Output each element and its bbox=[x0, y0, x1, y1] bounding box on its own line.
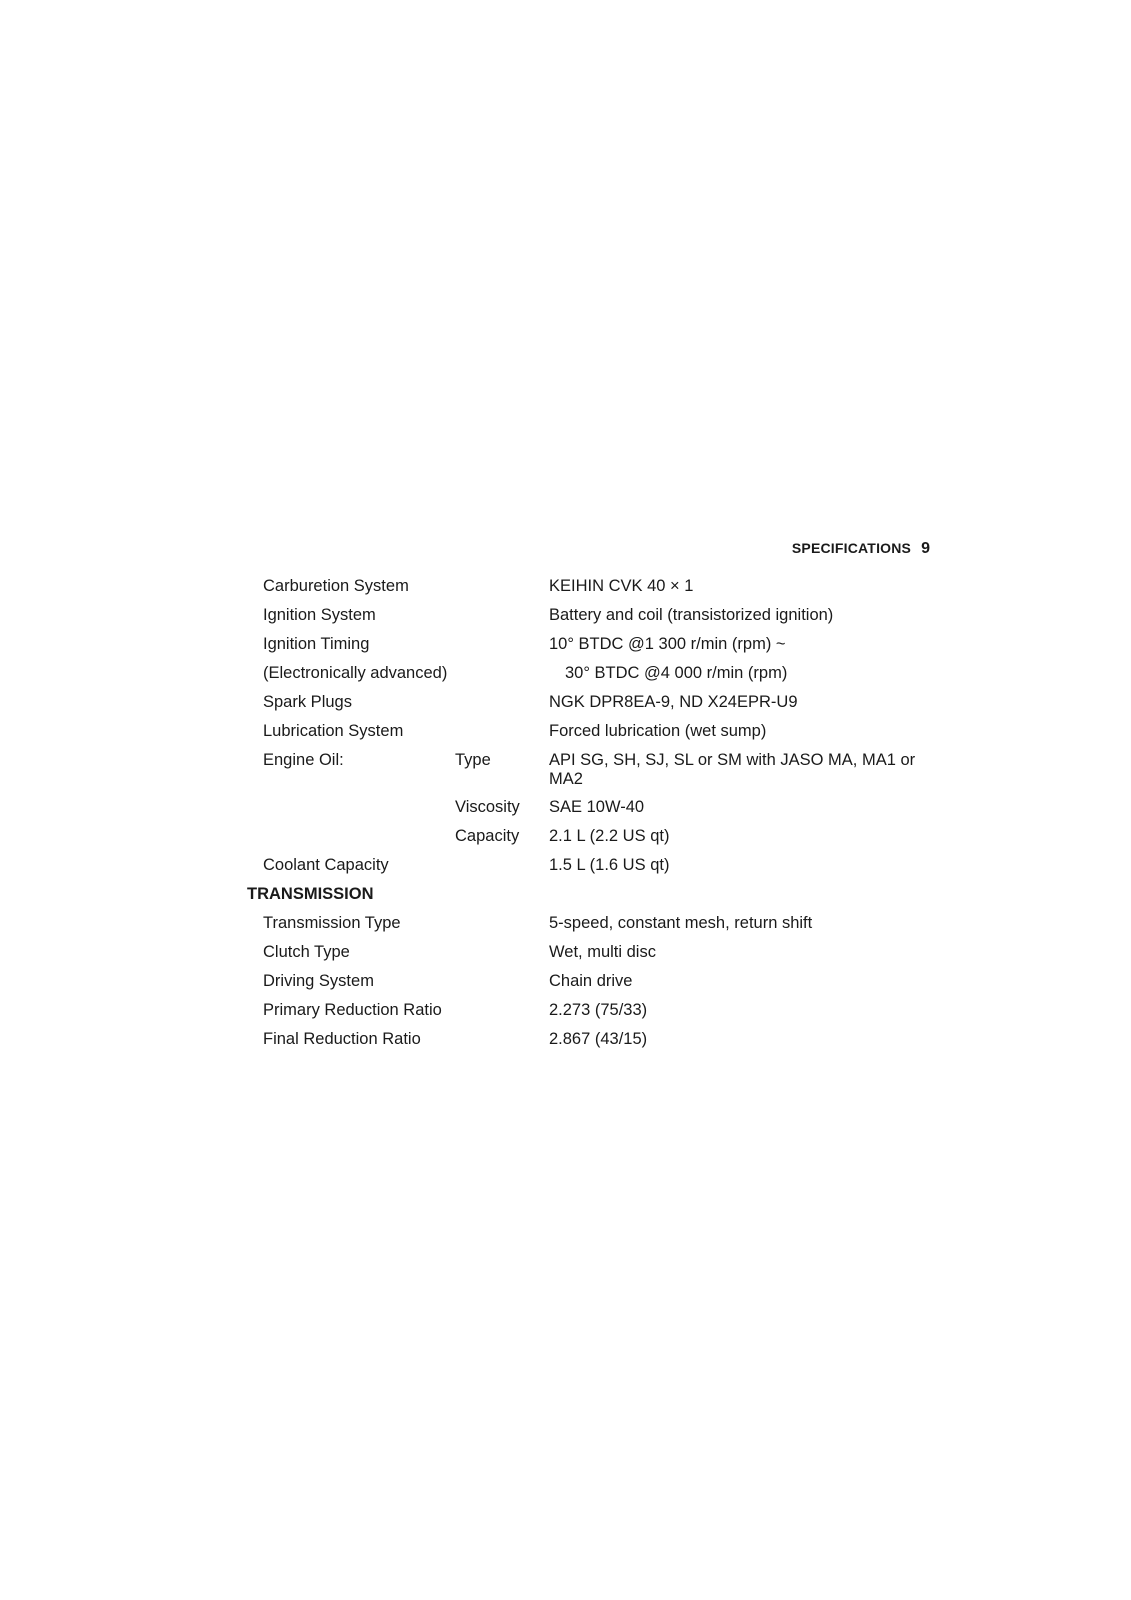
spec-value: Battery and coil (transistorized ignition) bbox=[549, 606, 834, 624]
spec-label: Carburetion System bbox=[263, 577, 409, 595]
spec-value: 2.273 (75/33) bbox=[549, 1001, 648, 1019]
spec-sublabel: Capacity bbox=[455, 827, 520, 845]
spec-sublabel: Type bbox=[455, 751, 491, 769]
spec-label: Final Reduction Ratio bbox=[263, 1030, 421, 1048]
spec-value: Chain drive bbox=[549, 972, 633, 990]
spec-value: API SG, SH, SJ, SL or SM with JASO MA, MA1 or MA2 bbox=[549, 751, 916, 788]
spec-value: Wet, multi disc bbox=[549, 943, 656, 961]
spec-label: (Electronically advanced) bbox=[263, 664, 448, 682]
spec-label: Ignition Timing bbox=[263, 635, 370, 653]
spec-label: Clutch Type bbox=[263, 943, 350, 961]
spec-value: 2.1 L (2.2 US qt) bbox=[549, 827, 670, 845]
spec-value: 5-speed, constant mesh, return shift bbox=[549, 914, 813, 932]
spec-label: Transmission Type bbox=[263, 914, 401, 932]
spec-label: Driving System bbox=[263, 972, 374, 990]
spec-sublabel: Viscosity bbox=[455, 798, 520, 816]
spec-value: NGK DPR8EA-9, ND X24EPR-U9 bbox=[549, 693, 798, 711]
spec-label: Engine Oil: bbox=[263, 751, 344, 769]
spec-value: 1.5 L (1.6 US qt) bbox=[549, 856, 670, 874]
page-header bbox=[600, 540, 930, 558]
spec-label: Lubrication System bbox=[263, 722, 404, 740]
section-title: SPECIFICATIONS bbox=[791, 540, 912, 556]
section-heading: TRANSMISSION bbox=[247, 885, 374, 903]
spec-label: Primary Reduction Ratio bbox=[263, 1001, 442, 1019]
spec-label: Spark Plugs bbox=[263, 693, 352, 711]
spec-value: Forced lubrication (wet sump) bbox=[549, 722, 767, 740]
spec-value: 2.867 (43/15) bbox=[549, 1030, 648, 1048]
spec-value: 10° BTDC @1 300 r/min (rpm) ~ bbox=[549, 635, 786, 653]
spec-value: SAE 10W-40 bbox=[549, 798, 645, 816]
spec-value: KEIHIN CVK 40 × 1 bbox=[549, 577, 694, 595]
spec-value: 30° BTDC @4 000 r/min (rpm) bbox=[565, 664, 788, 682]
spec-label: Coolant Capacity bbox=[263, 856, 389, 874]
spec-label: Ignition System bbox=[263, 606, 376, 624]
page-number: 9 bbox=[921, 540, 930, 557]
